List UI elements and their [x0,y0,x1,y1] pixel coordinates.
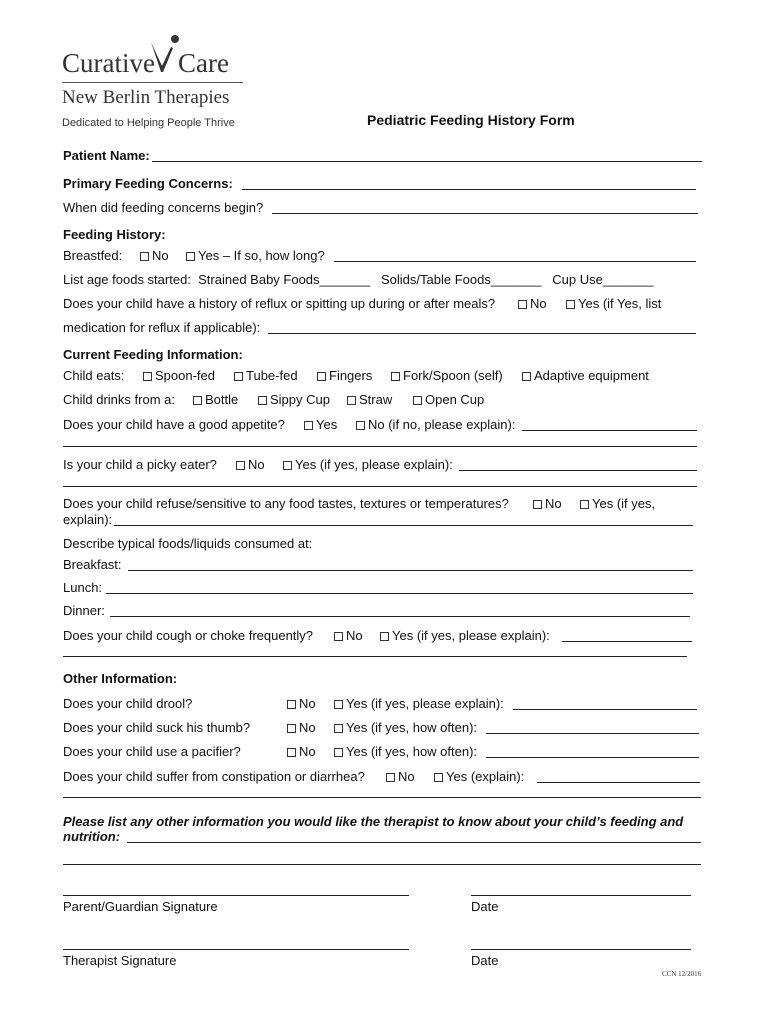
checkbox-icon[interactable] [186,252,195,261]
breastfed-label: Breastfed: [63,248,123,263]
nutrition-label: nutrition: [63,829,121,844]
checkbox-icon[interactable] [287,748,296,757]
checkbox-icon[interactable] [334,700,343,709]
nutrition-field[interactable] [127,842,701,843]
option-label: No [299,744,316,759]
describe-label: Describe typical foods/liquids consumed at: [63,536,313,551]
checkbox-icon[interactable] [386,773,395,782]
picky-explain-field[interactable] [459,470,697,471]
constipation-question: Does your child suffer from constipation or diarrhea? [63,769,365,784]
logo-tagline: Dedicated to Helping People Thrive [62,117,235,129]
thumb-question: Does your child suck his thumb? [63,720,251,735]
option-label: Open Cup [425,392,485,407]
option-label: No [398,769,415,784]
drool-explain-field[interactable] [513,709,697,710]
parent-date-label: Date [471,899,499,914]
drool-no-option[interactable] [287,696,316,711]
nutrition-field-2[interactable] [63,864,701,865]
constipation-explain-field[interactable] [537,782,700,783]
therapist-signature-field[interactable] [63,949,409,950]
checkbox-icon[interactable] [391,372,400,381]
breastfed-no-option[interactable] [140,248,169,263]
drinks-sippy-cup[interactable] [258,392,330,407]
refuse-no-option[interactable] [533,496,562,511]
checkbox-icon[interactable] [258,396,267,405]
other-info-heading: Other Information: [63,671,178,686]
thumb-yes-option[interactable] [334,720,477,735]
reflux-yes-option[interactable] [566,296,661,311]
drinks-bottle[interactable] [193,392,238,407]
checkbox-icon[interactable] [140,252,149,261]
cough-question: Does your child cough or choke frequently? [63,628,314,643]
logo-rule [62,82,243,83]
therapist-date-field[interactable] [471,949,691,950]
therapist-date-label: Date [471,953,499,968]
patient-name-label: Patient Name: [63,148,150,163]
appetite-explain-field[interactable] [522,430,697,431]
option-label: Yes (if yes, how often): [346,744,478,759]
parent-signature-field[interactable] [63,895,409,896]
feeding-history-heading: Feeding History: [63,227,166,242]
logo-brand-left: Curative [62,48,155,78]
option-label: Tube-fed [246,368,298,383]
child-eats-label: Child eats: [63,368,125,383]
checkbox-icon[interactable] [304,421,313,430]
form-title: Pediatric Feeding History Form [367,112,575,128]
appetite-yes-option[interactable] [304,417,337,432]
therapist-signature-label: Therapist Signature [63,953,177,968]
cough-yes-option[interactable] [380,628,550,643]
option-label: Adaptive equipment [534,368,649,383]
option-label: Yes (if yes, [592,496,656,511]
refuse-question: Does your child refuse/sensitive to any food tastes, textures or temperatures? [63,496,509,511]
drinks-open-cup[interactable] [413,392,484,407]
option-label: No [152,248,169,263]
eats-tube-fed[interactable] [234,368,298,383]
picky-explain-field-2[interactable] [63,486,697,487]
reflux-med-label: medication for reflux if applicable): [63,320,261,335]
checkbox-icon[interactable] [143,372,152,381]
checkbox-icon[interactable] [580,500,589,509]
breakfast-label: Breakfast: [63,557,122,572]
option-label: Yes (if yes, please explain): [346,696,504,711]
checkbox-icon[interactable] [193,396,202,405]
picky-question: Is your child a picky eater? [63,457,217,472]
picky-yes-option[interactable] [283,457,453,472]
option-label: Yes [316,417,338,432]
option-label: Yes (if yes, please explain): [392,628,550,643]
eats-adaptive[interactable] [522,368,649,383]
thumb-explain-field[interactable] [486,733,699,734]
please-list-text: Please list any other information you would like the therapist to know about your child’s feeding and [63,814,684,829]
logo-subtitle: New Berlin Therapies [62,87,230,108]
breastfed-duration-field[interactable] [334,261,696,262]
cough-explain-field[interactable] [562,641,692,642]
checkbox-icon[interactable] [334,724,343,733]
checkbox-icon[interactable] [522,372,531,381]
lunch-field[interactable] [106,593,693,594]
option-label: No [346,628,363,643]
option-label: Fork/Spoon (self) [403,368,503,383]
checkbox-icon[interactable] [283,461,292,470]
cough-no-option[interactable] [334,628,363,643]
pacifier-yes-option[interactable] [334,744,477,759]
refuse-explain-field[interactable] [114,525,693,526]
checkbox-icon[interactable] [317,372,326,381]
footer-code: CCN 12/2016 [662,970,702,978]
option-label: Yes (explain): [446,769,525,784]
current-feeding-heading: Current Feeding Information: [63,347,243,362]
primary-concerns-label: Primary Feeding Concerns: [63,176,233,191]
drool-yes-option[interactable] [334,696,504,711]
appetite-question: Does your child have a good appetite? [63,417,285,432]
option-label: No [248,457,265,472]
option-label: Straw [359,392,393,407]
child-drinks-label: Child drinks from a: [63,392,175,407]
drinks-straw[interactable] [347,392,392,407]
option-label: No [530,296,547,311]
breastfed-yes-option[interactable] [186,248,325,263]
option-label: No [299,696,316,711]
checkbox-icon[interactable] [287,724,296,733]
thumb-no-option[interactable] [287,720,316,735]
option-label: Bottle [205,392,239,407]
eats-fingers[interactable] [317,368,372,383]
pacifier-question: Does your child use a pacifier? [63,744,241,759]
constipation-explain-field-2[interactable] [63,797,701,798]
reflux-question: Does your child have a history of reflux or spitting up during or after meals? [63,296,496,311]
parent-date-field[interactable] [471,895,691,896]
appetite-explain-field-2[interactable] [63,446,697,447]
checkbox-icon[interactable] [236,461,245,470]
pacifier-no-option[interactable] [287,744,316,759]
checkbox-icon[interactable] [287,700,296,709]
checkbox-icon[interactable] [334,632,343,641]
logo-brand-right: Care [178,48,229,78]
checkbox-icon[interactable] [356,421,365,430]
checkbox-icon[interactable] [434,773,443,782]
age-foods-line: List age foods started: Strained Baby Foods_______ Solids/Table Foods_______ Cup Use_______ [63,272,654,287]
option-label: Yes (if yes, how often): [346,720,478,735]
reflux-no-option[interactable] [518,296,547,311]
dinner-label: Dinner: [63,603,105,618]
parent-signature-label: Parent/Guardian Signature [63,899,218,914]
checkbox-icon[interactable] [533,500,542,509]
option-label: Yes (if yes, please explain): [295,457,453,472]
concerns-begin-field[interactable] [272,213,698,214]
reflux-med-field[interactable] [268,333,696,334]
checkbox-icon[interactable] [234,372,243,381]
checkbox-icon[interactable] [413,396,422,405]
patient-name-field[interactable] [152,161,702,162]
refuse-explain-label: explain): [63,512,113,527]
concerns-begin-label: When did feeding concerns begin? [63,200,264,215]
option-label: Yes (if Yes, list [578,296,662,311]
option-label: Spoon-fed [155,368,215,383]
option-label: Yes – If so, how long? [198,248,325,263]
lunch-label: Lunch: [63,580,103,595]
primary-concerns-field[interactable] [242,189,696,190]
checkbox-icon[interactable] [334,748,343,757]
constipation-yes-option[interactable] [434,769,524,784]
option-label: No [545,496,562,511]
pacifier-explain-field[interactable] [486,757,699,758]
breakfast-field[interactable] [128,570,693,571]
eats-fork-spoon[interactable] [391,368,503,383]
option-label: No (if no, please explain): [368,417,516,432]
picky-no-option[interactable] [236,457,265,472]
drool-question: Does your child drool? [63,696,193,711]
option-label: Sippy Cup [270,392,330,407]
refuse-yes-option[interactable] [580,496,655,511]
eats-spoon-fed[interactable] [143,368,215,383]
constipation-no-option[interactable] [386,769,415,784]
option-label: No [299,720,316,735]
checkbox-icon[interactable] [566,300,575,309]
dinner-field[interactable] [110,616,690,617]
appetite-no-option[interactable] [356,417,515,432]
checkbox-icon[interactable] [518,300,527,309]
checkbox-icon[interactable] [347,396,356,405]
checkbox-icon[interactable] [380,632,389,641]
option-label: Fingers [329,368,373,383]
cough-explain-field-2[interactable] [63,656,687,657]
